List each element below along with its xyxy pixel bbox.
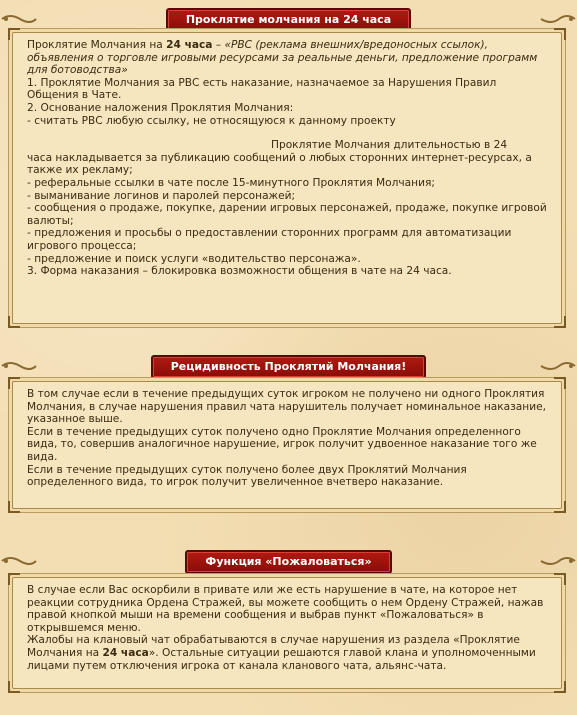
corner-ornament-icon — [8, 377, 20, 389]
corner-ornament-icon — [554, 501, 566, 513]
corner-ornament-icon — [554, 377, 566, 389]
corner-ornament-icon — [8, 681, 20, 693]
ornament-right-icon — [539, 12, 577, 26]
rule-line: - предложение и поиск услуги «водительство персонажа». — [27, 252, 361, 265]
complaint-paragraph: В случае если Вас оскорбили в привате или же есть нарушение в чате, на которое нет реакции сотрудника Ордена Стражей, вы можете сообщить о нем Ордену Стражей, нажав правой кнопкой мыши на времени сообщения и выбрав пункт «Пожаловаться» в открывшемся меню. — [27, 584, 544, 634]
ornament-right-icon — [539, 359, 577, 373]
intro-definition: «РВС (реклама внешних/вредоносных ссылок), объявления о торговле игровыми ресурсами за реальные деньги, предложение программ для ботоводства» — [27, 39, 538, 77]
corner-ornament-icon — [8, 501, 20, 513]
recidivism-paragraph: Если в течение предыдущих суток получено одно Проклятие Молчания определенного вида, то, совершив аналогичное нарушение, игрок получит удвоенное наказание того же вида. — [27, 425, 537, 463]
intro-duration: 24 часа — [166, 39, 213, 51]
section-3-panel — [12, 577, 562, 689]
section-2-header-bar — [0, 355, 577, 377]
intro-text: Проклятие Молчания на — [27, 39, 167, 51]
corner-ornament-icon — [8, 573, 20, 585]
ornament-left-icon — [0, 12, 38, 26]
section-1-header-bar — [0, 8, 577, 30]
intro-dash: – — [212, 39, 225, 51]
section-1-title: Проклятие молчания на 24 часа — [166, 8, 411, 32]
rule-line: часа накладывается за публикацию сообщений о любых сторонних интернет-ресурсах, а также их рекламу; — [27, 151, 532, 177]
rule-line: - реферальные ссылки в чате после 15-минутного Проклятия Молчания; — [27, 176, 435, 189]
corner-ornament-icon — [8, 316, 20, 328]
ornament-right-icon — [539, 554, 577, 568]
rule-line-indented: Проклятие Молчания длительностью в 24 — [271, 139, 508, 152]
section-1-intro — [27, 39, 551, 77]
corner-ornament-icon — [554, 681, 566, 693]
rule-line: - выманивание логинов и паролей персонажей; — [27, 189, 296, 202]
rule-line: 1. Проклятие Молчания за РВС есть наказание, назначаемое за Нарушения Правил Общения в Чате. — [27, 76, 497, 102]
rule-line: - предложения и просьбы о предоставлении сторонних программ для автоматизации игрового процесса; — [27, 227, 512, 252]
section-3-title: Функция «Пожаловаться» — [185, 550, 391, 574]
clan-duration: 24 часа — [102, 646, 149, 659]
section-1-panel — [12, 32, 562, 324]
ornament-left-icon — [0, 359, 38, 373]
ornament-left-icon — [0, 554, 38, 568]
corner-ornament-icon — [554, 316, 566, 328]
complaint-paragraph-clan — [27, 634, 551, 672]
recidivism-paragraph: В том случае если в течение предыдущих суток игроком не получено ни одного Проклятия Молчания, в случае нарушения правил чата нарушитель получает номинальное наказание, указанное выше. — [27, 388, 546, 426]
section-2-panel — [12, 381, 562, 509]
recidivism-paragraph: Если в течение предыдущих суток получено более двух Проклятий Молчания определенного вида, то игрок получит увеличенное вчетверо наказание. — [27, 463, 467, 489]
rule-line: - сообщения о продаже, покупке, дарении игровых персонажей, продаже, покупке игровой валюты; — [27, 202, 547, 227]
rule-line: - считать РВС любую ссылку, не относящуюся к данному проекту — [27, 114, 396, 127]
corner-ornament-icon — [554, 573, 566, 585]
corner-ornament-icon — [8, 28, 20, 40]
rule-line: 3. Форма наказания – блокировка возможности общения в чате на 24 часа. — [27, 265, 452, 278]
corner-ornament-icon — [554, 28, 566, 40]
section-3-header-bar — [0, 550, 577, 572]
section-2-title: Рецидивность Проклятий Молчания! — [151, 355, 427, 379]
clan-text: Жалобы на клановый чат обрабатываются в случае нарушения из раздела «Проклятие Молчания на — [27, 634, 520, 659]
rule-line: 2. Основание наложения Проклятия Молчания: — [27, 101, 294, 114]
clan-text-end: ». Остальные ситуации решаются главой клана и уполномоченными лицами путем отключения игрока от канала кланового чата, альянс-чата. — [27, 646, 536, 672]
